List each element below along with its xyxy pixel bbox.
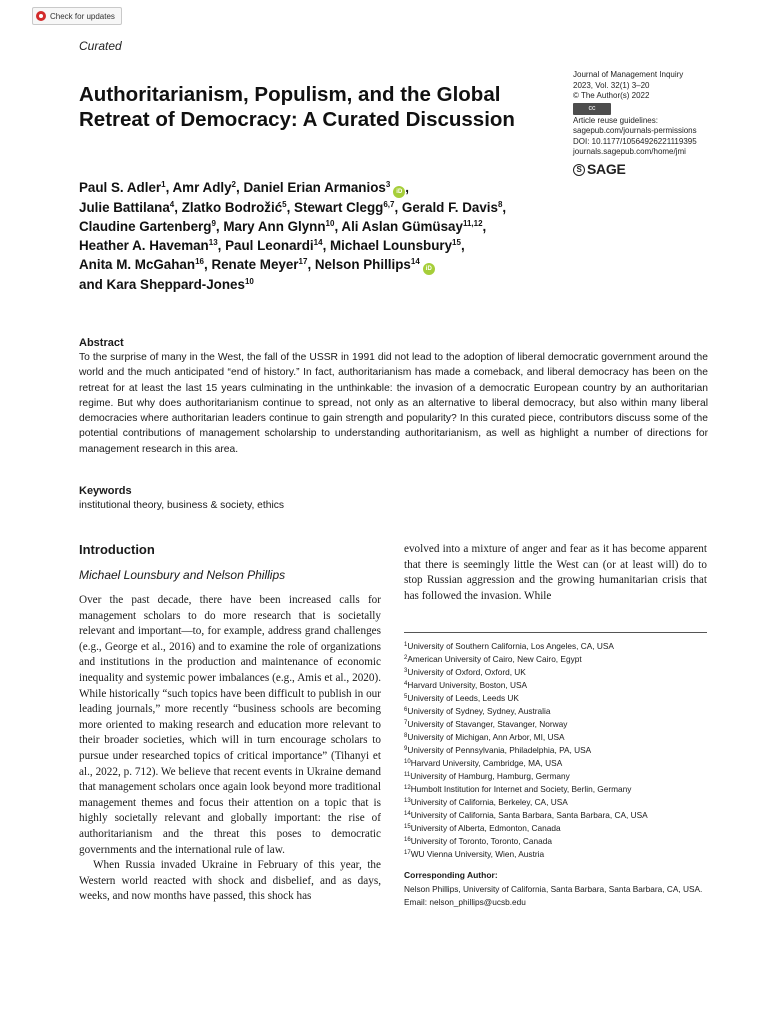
author-separator: , — [203, 257, 212, 272]
sage-circle-icon: S — [573, 164, 585, 176]
affiliation-text: University of California, Berkeley, CA, USA — [410, 797, 568, 807]
author-separator: , — [334, 219, 342, 234]
author-name: Ali Aslan Gümüsay — [341, 219, 463, 234]
affiliation-text: Harvard University, Boston, USA — [407, 680, 528, 690]
introduction-byline: Michael Lounsbury and Nelson Phillips — [79, 568, 286, 582]
author-affiliation-marker: 14 — [313, 238, 323, 247]
keywords-heading: Keywords — [79, 485, 132, 497]
author-name: and Kara Sheppard-Jones — [79, 277, 245, 292]
abstract-text: To the surprise of many in the West, the fall of the USSR in 1991 did not lead to the adoption of liberal democratic government around the world and the much anticipated “end of history.” In fact, authoritarianism has made a comeback, and liberal democracy has been on the retreat for at least the last 15 years culminating in the unthinkable: the invasion of a democratic European country by an authoritarian regime. But why does authoritarianism continue to spread, not only as an alternative to liberal democracy, but also within many liberal democracies where authoritarian leaders continue to gain strength and popularity? In this curated piece, contributors discuss some of the potential contributions of management scholarship to understanding authoritarianism, as well as highlight a number of directions for management research in this area. — [79, 352, 708, 455]
affiliation-item — [404, 666, 724, 679]
copyright-notice: © The Author(s) 2022 — [573, 91, 650, 100]
author-name: Renate Meyer — [211, 257, 299, 272]
affiliation-text: WU Vienna University, Wien, Austria — [410, 849, 545, 859]
affiliation-text: University of Stavanger, Stavanger, Norway — [407, 719, 568, 729]
affiliation-item — [404, 692, 724, 705]
introduction-heading: Introduction — [79, 542, 155, 557]
affiliation-number: 5 — [404, 694, 408, 700]
author-name: Julie Battilana — [79, 200, 170, 215]
abstract-heading: Abstract — [79, 337, 124, 349]
author-name: Stewart Clegg — [294, 200, 384, 215]
author-affiliation-marker: 9 — [211, 219, 216, 228]
author-affiliation-marker: 2 — [231, 180, 236, 189]
affiliation-number: 14 — [404, 811, 411, 817]
journal-home-link[interactable]: journals.sagepub.com/home/jmi — [573, 147, 686, 156]
journal-volume: 2023, Vol. 32(1) 3–20 — [573, 80, 650, 90]
author-affiliation-marker: 10 — [244, 277, 254, 286]
author-separator: , — [394, 200, 402, 215]
affiliation-number: 11 — [404, 772, 411, 778]
author-name: Michael Lounsbury — [330, 238, 453, 253]
corresponding-author-email[interactable]: Email: nelson_phillips@ucsb.edu — [404, 897, 526, 907]
affiliation-item — [404, 640, 724, 653]
author-affiliation-marker: 5 — [282, 200, 287, 209]
reuse-link[interactable]: sagepub.com/journals-permissions — [573, 126, 697, 135]
author-separator: , — [460, 238, 465, 253]
check-for-updates-button[interactable] — [32, 7, 122, 25]
author-separator: , — [236, 180, 244, 195]
affiliation-number: 10 — [404, 759, 411, 765]
affiliation-text: University of California, Santa Barbara, Santa Barbara, CA, USA — [410, 810, 648, 820]
update-icon — [36, 11, 46, 21]
affiliation-text: University of Michigan, Ann Arbor, MI, USA — [407, 732, 565, 742]
author-affiliation-marker: 8 — [497, 200, 503, 209]
affiliation-text: University of Leeds, Leeds UK — [407, 693, 519, 703]
corresponding-author-address: Nelson Phillips, University of California, Santa Barbara, Santa Barbara, CA, USA. — [404, 884, 703, 894]
affiliation-item — [404, 705, 724, 718]
affiliation-number: 17 — [404, 850, 411, 856]
body-left-column — [79, 593, 381, 905]
author-name: Heather A. Haveman — [79, 238, 209, 253]
affiliation-item — [404, 822, 724, 835]
corresponding-author-details — [404, 883, 714, 909]
journal-info — [573, 70, 763, 176]
author-separator: , — [286, 200, 295, 215]
author-affiliation-marker: 10 — [325, 219, 335, 228]
author-name: Claudine Gartenberg — [79, 219, 212, 234]
affiliation-item — [404, 744, 724, 757]
affiliation-item — [404, 848, 724, 861]
orcid-icon[interactable]: iD — [393, 186, 405, 198]
footnote-divider — [404, 632, 707, 633]
affiliation-text: University of Hamburg, Hamburg, Germany — [410, 771, 570, 781]
corresponding-author-heading: Corresponding Author: — [404, 870, 498, 880]
author-name: Zlatko Bodrožić — [181, 200, 283, 215]
author-affiliation-marker: 1 — [161, 180, 166, 189]
article-title: Authoritarianism, Populism, and the Global Retreat of Democracy: A Curated Discussion — [79, 83, 515, 131]
keywords-text: institutional theory, business & society, ethics — [79, 500, 285, 511]
affiliation-text: University of Toronto, Toronto, Canada — [410, 836, 552, 846]
affiliation-number: 7 — [404, 720, 408, 726]
author-separator: , — [307, 257, 315, 272]
author-separator: , — [502, 200, 507, 215]
author-separator: , — [174, 200, 182, 215]
affiliation-number: 9 — [404, 746, 408, 752]
affiliation-number: 15 — [404, 824, 411, 830]
author-affiliation-marker: 17 — [298, 257, 308, 266]
affiliation-number: 1 — [404, 642, 408, 648]
author-name: Mary Ann Glynn — [223, 219, 326, 234]
affiliation-item — [404, 783, 724, 796]
affiliation-text: Humbolt Institution for Internet and Society, Berlin, Germany — [410, 784, 632, 794]
author-separator: , — [482, 219, 487, 234]
affiliation-list — [404, 640, 724, 861]
affiliation-number: 6 — [404, 707, 408, 713]
author-separator: , — [215, 219, 224, 234]
author-affiliation-marker: 11,12 — [462, 219, 483, 228]
affiliation-text: University of Oxford, Oxford, UK — [407, 667, 526, 677]
affiliation-item — [404, 835, 724, 848]
body-paragraph: When Russia invaded Ukraine in February of this year, the Western world reacted with shock and disbelief, and as days, weeks, and now months have passed, this shock has — [79, 859, 381, 903]
author-name: Anita M. McGahan — [79, 257, 196, 272]
reuse-label: Article reuse guidelines: — [573, 115, 658, 125]
section-label: Curated — [79, 39, 122, 53]
affiliation-number: 13 — [404, 798, 411, 804]
journal-name: Journal of Management Inquiry — [573, 70, 684, 79]
affiliation-text: University of Pennsylvania, Philadelphia, PA, USA — [407, 745, 592, 755]
author-list — [79, 178, 579, 294]
affiliation-item — [404, 770, 724, 783]
author-affiliation-marker: 4 — [169, 200, 175, 209]
affiliation-number: 3 — [404, 668, 408, 674]
body-paragraph: Over the past decade, there have been increased calls for management scholars to do more research that is societally relevant and important—to, for example, address grand challenges (e.g., George et al., 2016) and to examine the role of organizations and institutions in the production and maintenance of economic inequality and systemic power imbalances (e.g., Amis et al., 2020). While historically “such topics have been difficult to publish in our leading journals,” more recently “business schools are becoming more oriented to making research and education more relevant to their broader societies, which will in turn encourage scholars to pursue under researched topics of critical importance” (Tihanyi et al., 2022, p. 712). We believe that recent events in Ukraine demand that management scholars once again look beyond more traditional management themes and focus their attention on a topic that is highly societally relevant and globally important: the rise of authoritarianism and the threat this poses to democratic governments and the international rule of law. — [79, 594, 381, 856]
author-separator: , — [165, 180, 173, 195]
author-name: Nelson Phillips — [314, 257, 411, 272]
affiliation-number: 4 — [404, 681, 408, 687]
affiliation-text: University of Alberta, Edmonton, Canada — [410, 823, 561, 833]
affiliation-item — [404, 757, 724, 770]
author-separator: , — [217, 238, 226, 253]
author-affiliation-marker: 16 — [195, 257, 204, 266]
affiliation-number: 12 — [404, 785, 411, 791]
cc-license-icon[interactable]: cc — [573, 103, 611, 115]
author-affiliation-marker: 6,7 — [383, 200, 395, 209]
affiliation-item — [404, 679, 724, 692]
affiliation-number: 8 — [404, 733, 408, 739]
author-name: Gerald F. Davis — [401, 200, 498, 215]
sage-logo: S SAGE — [573, 164, 763, 176]
affiliation-item — [404, 731, 724, 744]
check-for-updates-label: Check for updates — [50, 11, 115, 21]
author-separator: , — [322, 238, 331, 253]
author-name: Daniel Erian Armanios — [243, 180, 386, 195]
doi-link[interactable]: DOI: 10.1177/10564926221119395 — [573, 136, 697, 146]
affiliation-item — [404, 809, 724, 822]
affiliation-text: University of Sydney, Sydney, Australia — [407, 706, 551, 716]
affiliation-number: 2 — [404, 655, 408, 661]
affiliation-text: University of Southern California, Los Angeles, CA, USA — [407, 641, 614, 651]
author-affiliation-marker: 13 — [208, 238, 218, 247]
affiliation-text: Harvard University, Cambridge, MA, USA — [410, 758, 563, 768]
author-affiliation-marker: 15 — [452, 238, 461, 247]
author-affiliation-marker: 14 — [410, 257, 420, 266]
affiliation-number: 16 — [404, 837, 411, 843]
affiliation-item — [404, 653, 724, 666]
affiliation-item — [404, 718, 724, 731]
author-name: Paul S. Adler — [79, 180, 162, 195]
body-right-column: evolved into a mixture of anger and fear as it has become apparent that there is seemingly little the West can (or at least will) do to stop Russian aggression and the growing humanitarian crisis that has followed the invasion. While — [404, 543, 707, 602]
affiliation-text: American University of Cairo, New Cairo, Egypt — [407, 654, 582, 664]
author-name: Paul Leonardi — [225, 238, 314, 253]
orcid-icon[interactable]: iD — [423, 263, 435, 275]
author-name: Amr Adly — [172, 180, 232, 195]
author-affiliation-marker: 3 — [385, 180, 391, 189]
affiliation-item — [404, 796, 724, 809]
author-separator: , — [405, 180, 410, 195]
